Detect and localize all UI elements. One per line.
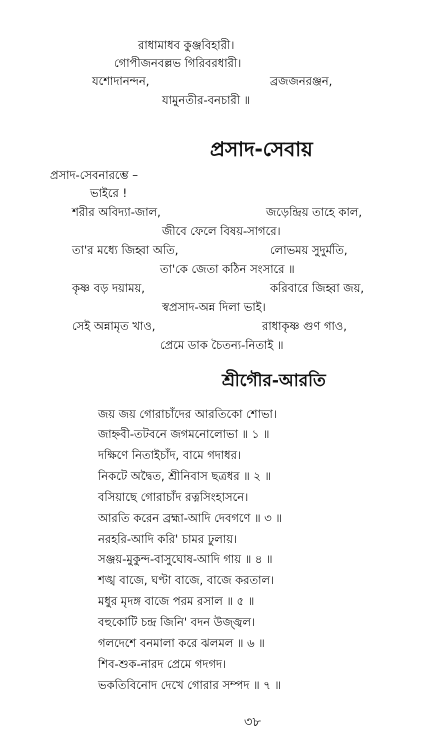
- verse-line-4: তা'কে জেতা কঠিন সংসারে ॥: [160, 262, 295, 276]
- arati-line-3: দক্ষিণে নিতাইচাঁদ, বামে গদাধর।: [98, 448, 242, 462]
- arati-line-9: শঙ্খ বাজে, ঘণ্টা বাজে, বাজে করতাল।: [98, 573, 275, 587]
- arati-line-1: জয় জয় গোরাচাঁদের আরতিকো শোভা।: [98, 407, 277, 421]
- arati-line-8: সঞ্জয়-মুকুন্দ-বাসুঘোষ-আদি গায় ॥ ৪ ॥: [98, 552, 273, 566]
- verse-line-8: প্রেমে ডাক চৈতন্য-নিতাই ॥: [160, 338, 284, 352]
- verse-line-6: স্বপ্রসাদ-অন্ন দিলা ভাই।: [162, 300, 266, 314]
- verse-line-5b: করিবারে জিহ্বা জয়,: [270, 281, 365, 295]
- intro-line-4: যামুনতীর-বনচারী ॥: [162, 93, 251, 107]
- section-title-gaura-arati: শ্রীগৌর-আরতি: [222, 371, 326, 391]
- intro-line-1: রাধামাধব কুঞ্জবিহারী।: [138, 38, 235, 52]
- arati-line-11: বহুকোটি চন্দ্র জিনি' বদন উজ্জ্বল।: [98, 615, 256, 629]
- arati-line-5: বসিয়াছে গোরাচাঁদ রত্নসিংহাসনে।: [98, 490, 249, 504]
- intro-line-3b: ব্রজজনরঞ্জন,: [270, 74, 333, 88]
- verse-line-7a: সেই অন্নামৃত খাও,: [72, 319, 156, 333]
- arati-line-14: ভকতিবিনোদ দেখে গোরার সম্পদ ॥ ৭ ॥: [98, 678, 281, 692]
- arati-line-12: গলদেশে বনমালা করে ঝলমল ॥ ৬ ॥: [98, 636, 265, 650]
- section-title-prasad: প্রসাদ-সেবায়: [210, 137, 313, 161]
- arati-line-6: আরতি করেন ব্রহ্মা-আদি দেবগণে ॥ ৩ ॥: [98, 511, 282, 525]
- verse-line-7b: রাধাকৃষ্ণ গুণ গাও,: [262, 319, 347, 333]
- verse-line-3b: লোভময় সুদুর্মতি,: [270, 243, 348, 257]
- arati-line-2: জাহ্নবী-তটবনে জগমনোলোভা ॥ ১ ॥: [98, 427, 270, 441]
- verse-line-1b: জড়েন্দ্রিয় তাহে কাল,: [266, 205, 363, 219]
- address-line: ভাইরে !: [90, 186, 128, 200]
- intro-line-2: গোপীজনবল্লভ গিরিবরধারী।: [114, 56, 242, 70]
- intro-line-3a: যশোদানন্দন,: [92, 74, 150, 88]
- arati-line-4: নিকটে অদ্বৈত, শ্রীনিবাস ছত্রধর ॥ ২ ॥: [98, 469, 272, 483]
- verse-line-3a: তা'র মধ্যে জিহ্বা অতি,: [72, 243, 179, 257]
- page-number: ৩৮: [244, 715, 261, 730]
- verse-line-5a: কৃষ্ণ বড় দয়াময়,: [72, 281, 145, 295]
- arati-line-10: মধুর মৃদঙ্গ বাজে পরম রসাল ॥ ৫ ॥: [98, 594, 255, 608]
- verse-line-1a: শরীর অবিদ্যা-জাল,: [72, 205, 161, 219]
- arati-line-7: নরহরি-আদি করি' চামর ঢুলায়।: [98, 532, 238, 546]
- section-subtitle: প্রসাদ-সেবনারম্ভে –: [50, 168, 139, 182]
- arati-line-13: শিব-শুক-নারদ প্রেমে গদগদ।: [98, 657, 227, 671]
- verse-line-2: জীবে ফেলে বিষয়-সাগরে।: [162, 224, 281, 238]
